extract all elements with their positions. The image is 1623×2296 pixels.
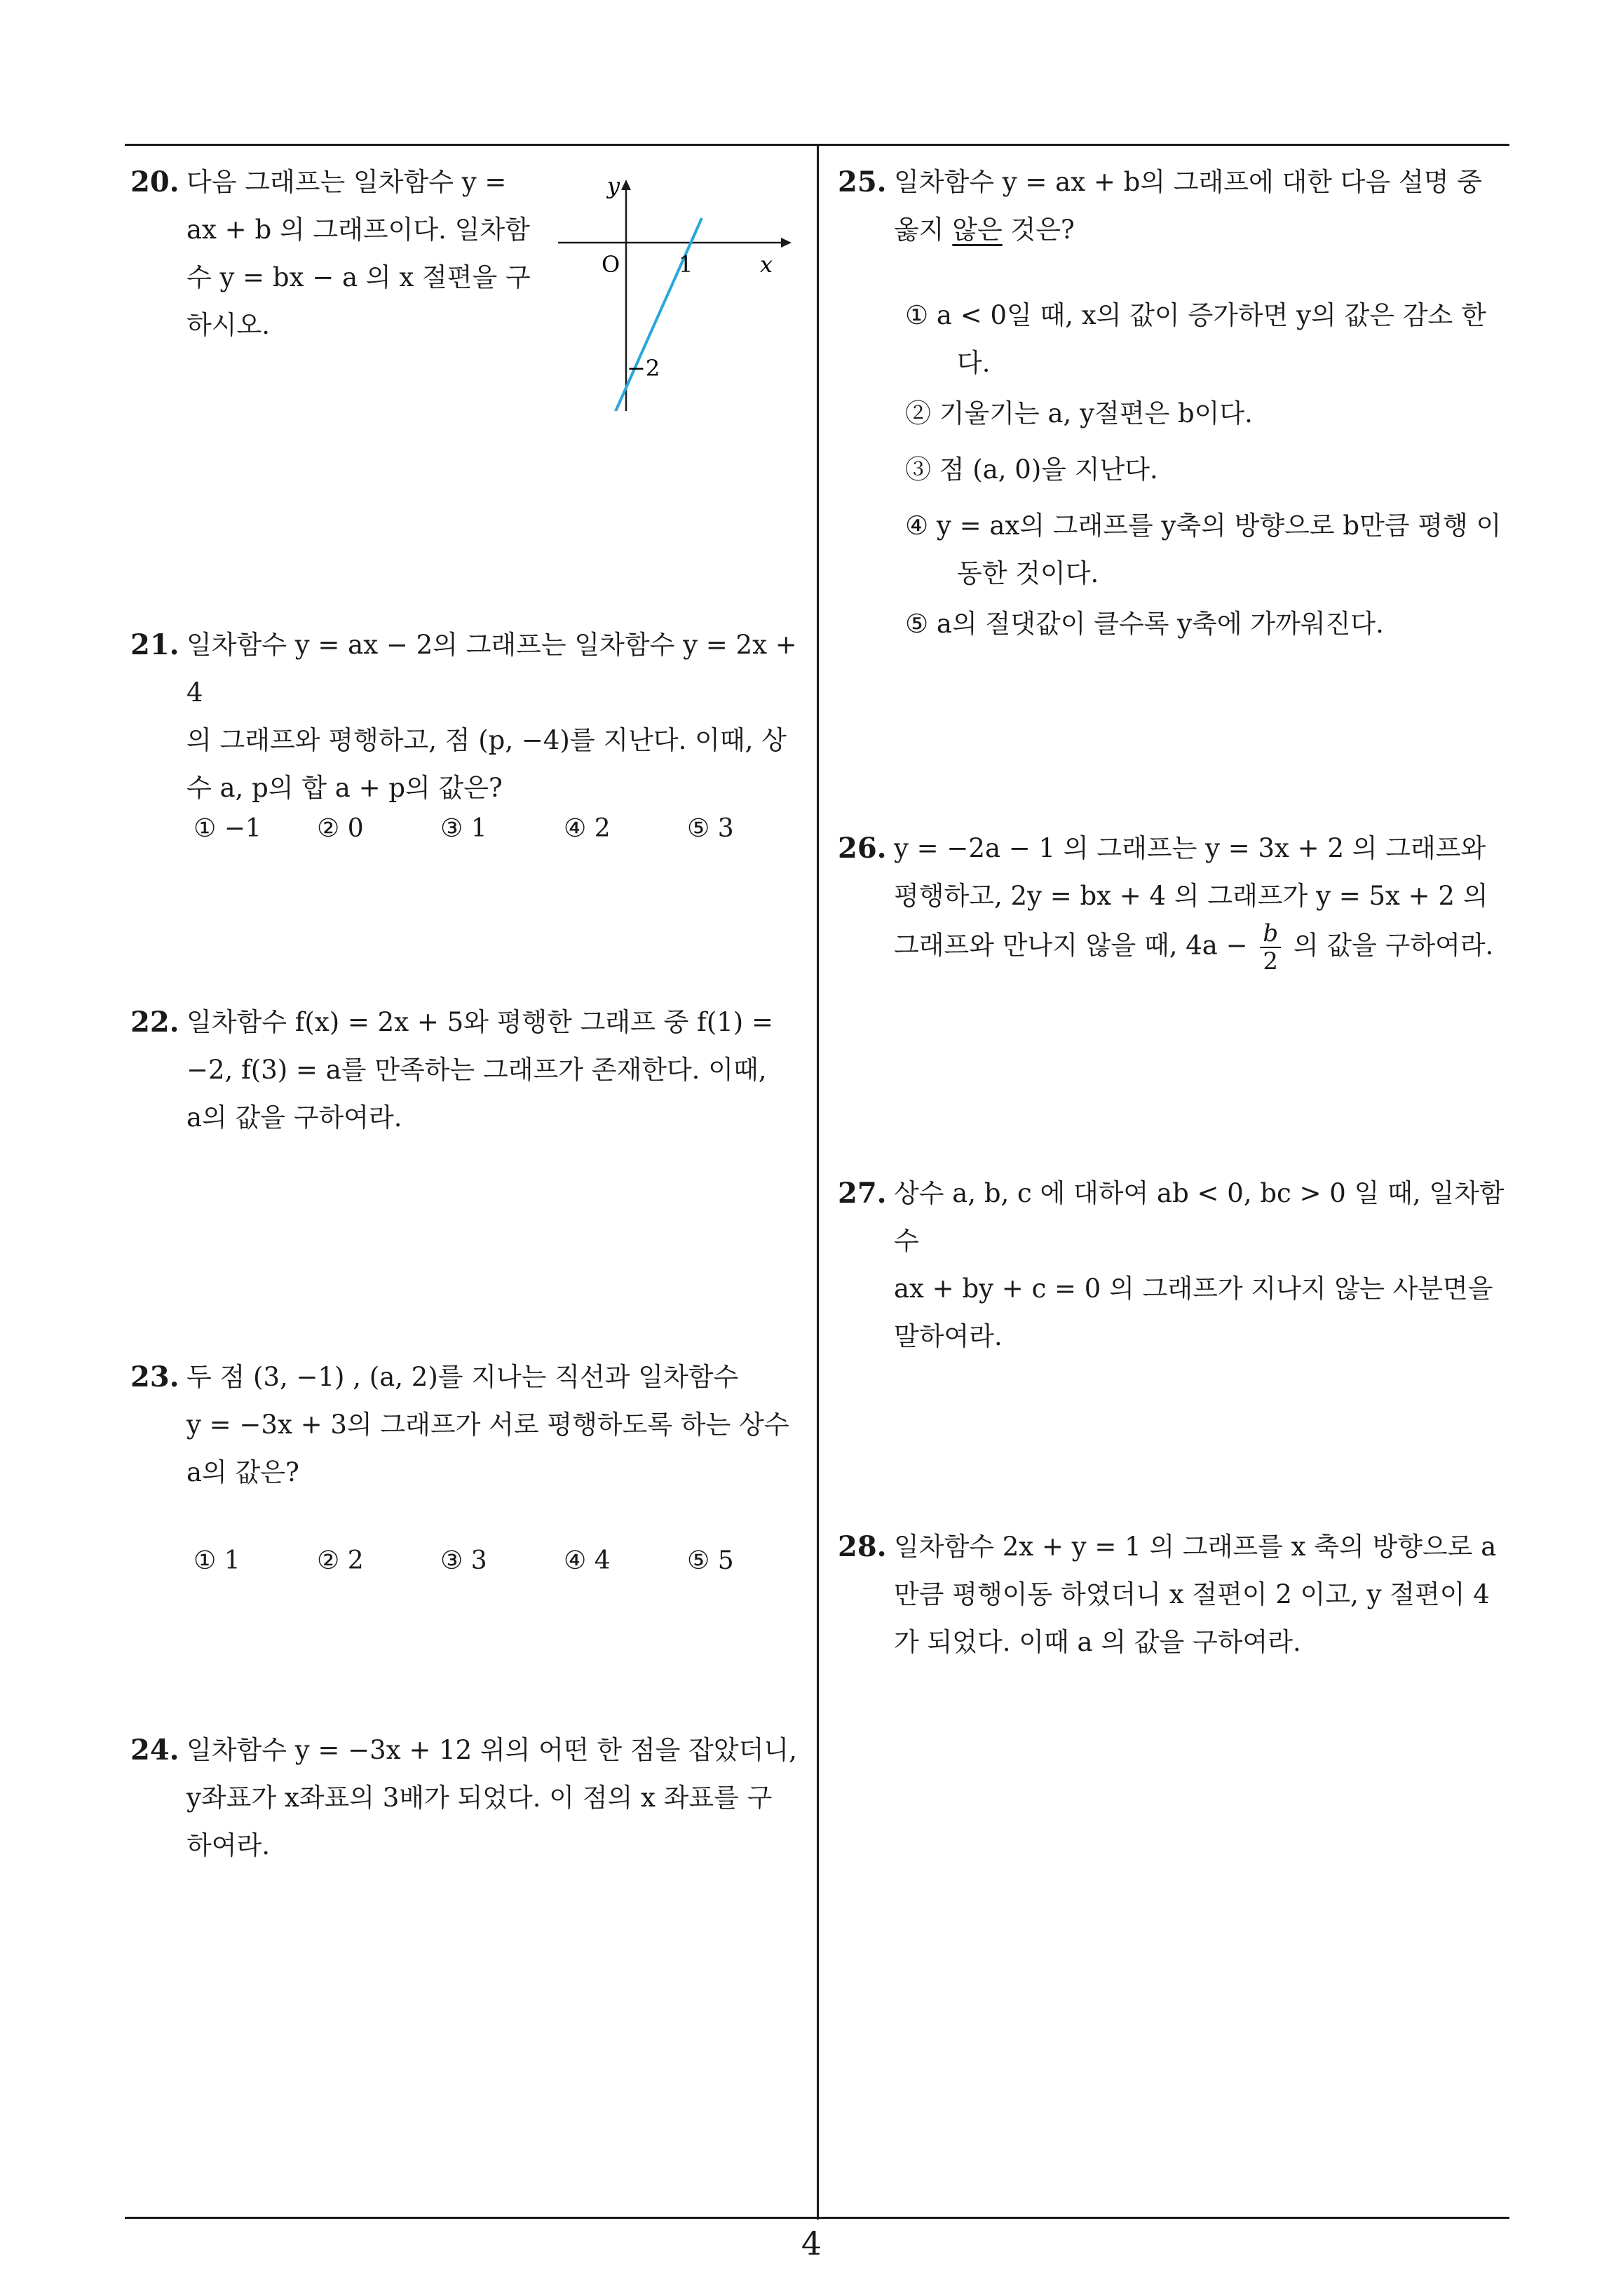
problem-26 (838, 825, 1521, 975)
problem-text-line: y = −2a − 1 의 그래프는 y = 3x + 2 의 그래프와 (894, 833, 1486, 863)
fraction-numerator: b (1260, 920, 1281, 948)
x-axis-label: x (760, 251, 773, 278)
problem-text-line: 가 되었다. 이때 a 의 값을 구하여라. (894, 1627, 1301, 1657)
problem-text-line: 일차함수 y = −3x + 12 위의 어떤 한 점을 잡았더니, (186, 1735, 797, 1765)
problem-text-line: 일차함수 2x + y = 1 의 그래프를 x 축의 방향으로 a (894, 1532, 1497, 1562)
problem-number: 24. (130, 1734, 179, 1767)
text-span: 것은? (1002, 215, 1075, 245)
choice-item: ④ 2 (564, 814, 611, 843)
left-column (130, 0, 803, 2296)
problem-text-line: 다음 그래프는 일차함수 y = (186, 167, 507, 197)
choice-item: ④ 4 (564, 1546, 611, 1575)
option-item: ② 기울기는 a, y절편은 b이다. (905, 398, 1253, 428)
problem-text-line (894, 920, 1521, 975)
problem-text-line: ax + b 의 그래프이다. 일차함 (186, 215, 530, 245)
text-span: 의 값을 구하여라. (1293, 930, 1494, 961)
x-intercept-label: 1 (679, 251, 693, 278)
problem-text-line (894, 206, 1521, 254)
problem-text-line: 상수 a, b, c 에 대하여 ab < 0, bc > 0 일 때, 일차함수 (894, 1178, 1505, 1256)
column-divider (817, 144, 819, 2220)
linear-function-graph (558, 173, 796, 411)
text-span: 옳지 (894, 215, 953, 245)
problem-22 (130, 999, 803, 1142)
problem-text-line: 일차함수 y = ax − 2의 그래프는 일차함수 y = 2x + 4 (186, 630, 797, 708)
problem-number: 28. (838, 1530, 887, 1563)
problem-24 (130, 1727, 803, 1870)
problem-number: 25. (838, 166, 887, 198)
option-item: ③ 점 (a, 0)을 지난다. (905, 454, 1158, 485)
problem-text-line: ax + by + c = 0 의 그래프가 지나지 않는 사분면을 (894, 1274, 1493, 1304)
y-intercept-label: −2 (627, 355, 660, 381)
origin-label: O (602, 251, 620, 278)
fraction (1260, 920, 1281, 975)
choice-item: ① 1 (193, 1546, 240, 1575)
problem-text-line: a의 값은? (186, 1457, 299, 1487)
right-column (838, 0, 1521, 2296)
problem-text-line: 수 a, p의 합 a + p의 값은? (186, 773, 503, 803)
problem-text-line: 하여라. (186, 1830, 270, 1861)
choice-item: ① −1 (193, 814, 262, 843)
problem-number: 21. (130, 628, 179, 661)
problem-text-line: 만큼 평행이동 하였더니 x 절편이 2 이고, y 절편이 4 (894, 1579, 1490, 1609)
problem-text-line: 말하여라. (894, 1321, 1003, 1351)
problem-text-line: y좌표가 x좌표의 3배가 되었다. 이 점의 x 좌표를 구 (186, 1783, 773, 1813)
problem-28 (838, 1523, 1521, 1666)
option-item: ① a < 0일 때, x의 값이 증가하면 y의 값은 감소 한다. (905, 300, 1486, 378)
y-axis-arrow (621, 180, 631, 190)
page-number: 4 (801, 2224, 822, 2262)
x-axis-arrow (781, 238, 792, 248)
problem-number: 26. (838, 832, 887, 865)
choice-item: ② 2 (317, 1546, 364, 1575)
choice-item: ② 0 (317, 814, 364, 843)
choice-item: ⑤ 5 (687, 1546, 734, 1575)
problem-text-line: 의 그래프와 평행하고, 점 (p, −4)를 지난다. 이때, 상 (186, 725, 787, 755)
problem-27 (838, 1170, 1521, 1360)
fraction-denominator: 2 (1263, 947, 1279, 975)
problem-23 (130, 1353, 803, 1575)
problem-number: 27. (838, 1177, 887, 1210)
option-item: ④ y = ax의 그래프를 y축의 방향으로 b만큼 평행 이동한 것이다. (905, 511, 1502, 588)
answer-choices (193, 1537, 810, 1585)
problem-25 (838, 158, 1521, 639)
problem-20 (130, 158, 803, 381)
y-axis-label: y (607, 173, 620, 199)
text-span: 그래프와 만나지 않을 때, 4a − (894, 930, 1248, 961)
problem-number: 23. (130, 1360, 179, 1393)
problem-text-line: 일차함수 f(x) = 2x + 5와 평행한 그래프 중 f(1) = (186, 1007, 774, 1037)
problem-text-line: 두 점 (3, −1) , (a, 2)를 지나는 직선과 일차함수 (186, 1362, 739, 1392)
problem-text-line: −2, f(3) = a를 만족하는 그래프가 존재한다. 이때, (186, 1055, 767, 1085)
answer-choices (193, 805, 810, 853)
problem-text-line: 수 y = bx − a 의 x 절편을 구 (186, 262, 531, 292)
option-list (905, 292, 1508, 651)
problem-text-line: 평행하고, 2y = bx + 4 의 그래프가 y = 5x + 2 의 (894, 881, 1488, 911)
function-line (614, 218, 702, 411)
problem-text-line: a의 값을 구하여라. (186, 1102, 402, 1133)
problem-21 (130, 621, 803, 843)
choice-item: ⑤ 3 (687, 814, 734, 843)
problem-number: 20. (130, 166, 179, 198)
emphasis-underline: 않은 (952, 215, 1003, 245)
problem-text-line: 일차함수 y = ax + b의 그래프에 대한 다음 설명 중 (894, 167, 1483, 197)
choice-item: ③ 3 (440, 1546, 487, 1575)
problem-number: 22. (130, 1006, 179, 1039)
option-item: ⑤ a의 절댓값이 클수록 y축에 가까워진다. (905, 609, 1384, 639)
problem-text-line: 하시오. (186, 310, 270, 340)
choice-item: ③ 1 (440, 814, 487, 843)
problem-text-line: y = −3x + 3의 그래프가 서로 평행하도록 하는 상수 (186, 1410, 789, 1440)
